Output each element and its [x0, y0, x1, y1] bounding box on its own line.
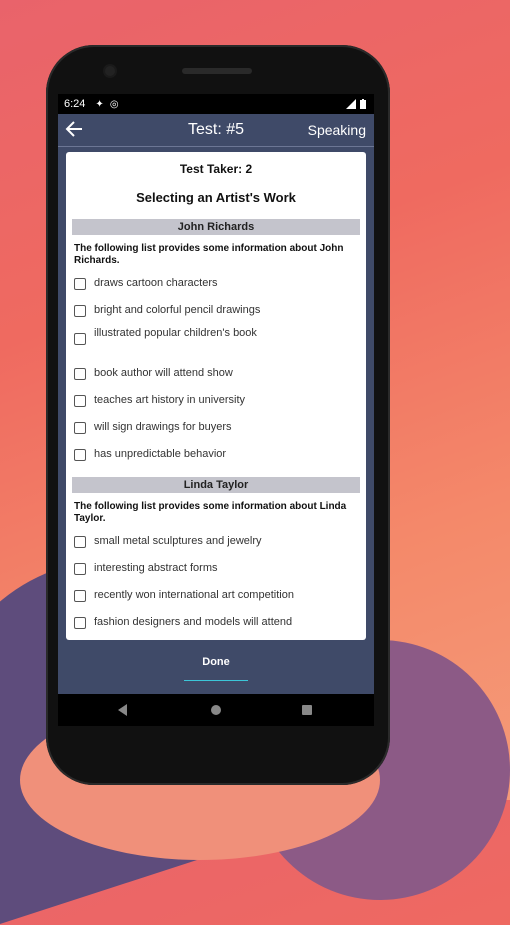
checkbox[interactable] — [74, 305, 86, 317]
checklist-item[interactable] — [74, 367, 358, 380]
signal-icon — [346, 99, 356, 109]
checkbox[interactable] — [74, 617, 86, 629]
section-intro: The following list provides some information about Linda Taylor. — [74, 501, 347, 524]
checklist-item-label: recently won international art competition — [94, 589, 294, 601]
checkbox[interactable] — [74, 395, 86, 407]
checklist-item[interactable] — [74, 448, 358, 461]
nav-recents-icon[interactable] — [302, 705, 312, 715]
checklist-item[interactable] — [74, 589, 358, 602]
checklist-item[interactable] — [74, 327, 358, 345]
nav-back-icon[interactable] — [118, 704, 127, 716]
checklist-item[interactable] — [74, 562, 358, 575]
notification-icons — [95, 99, 118, 110]
battery-icon — [360, 99, 366, 109]
checklist-item-label: will sign drawings for buyers — [94, 421, 232, 433]
checkbox[interactable] — [74, 368, 86, 380]
checklist-item[interactable] — [74, 535, 358, 548]
done-button[interactable]: Done — [184, 650, 248, 681]
mode-label: Speaking — [307, 122, 366, 138]
section-intro: The following list provides some information about John Richards. — [74, 243, 344, 266]
system-nav-bar — [58, 694, 374, 726]
checklist-item[interactable] — [74, 616, 358, 629]
checkbox[interactable] — [74, 449, 86, 461]
app-screen — [58, 94, 374, 694]
checklist-item-label: bright and colorful pencil drawings — [94, 304, 261, 316]
checklist-item-label: book author will attend show — [94, 367, 233, 379]
checklist-item[interactable] — [74, 394, 358, 407]
checkbox[interactable] — [74, 333, 86, 345]
checklist-item-label: small metal sculptures and jewelry — [94, 535, 262, 547]
checklist-item-label: fashion designers and models will attend — [94, 616, 293, 628]
checkbox[interactable] — [74, 590, 86, 602]
settings-notification-icon: ✦ — [95, 98, 104, 110]
app-bar — [58, 114, 374, 147]
checklist-item[interactable] — [74, 277, 358, 290]
test-taker-label: Test Taker: 2 — [179, 162, 253, 176]
checkbox[interactable] — [74, 422, 86, 434]
test-title: Selecting an Artist's Work — [136, 190, 296, 205]
speaker-grille — [182, 68, 252, 74]
sync-notification-icon: ◎ — [109, 98, 119, 110]
checklist-item-label: interesting abstract forms — [94, 562, 218, 574]
checkbox[interactable] — [74, 536, 86, 548]
checklist-item-label: illustrated popular children's book — [94, 327, 257, 339]
checklist-item[interactable] — [74, 421, 358, 434]
system-icons — [346, 99, 366, 109]
checklist-item-label: teaches art history in university — [94, 394, 246, 406]
checklist-item-label: has unpredictable behavior — [94, 448, 227, 460]
bottom-bar — [58, 640, 374, 694]
section-header: Linda Taylor — [72, 477, 360, 493]
checklist-item-label: draws cartoon characters — [94, 277, 218, 289]
test-card — [66, 152, 366, 640]
nav-home-icon[interactable] — [211, 705, 221, 715]
checklist-item[interactable] — [74, 304, 358, 317]
checkbox[interactable] — [74, 278, 86, 290]
status-time: 6:24 — [64, 98, 86, 110]
page-title: Test: #5 — [187, 121, 245, 138]
camera-icon — [105, 66, 115, 76]
checkbox[interactable] — [74, 563, 86, 575]
status-bar — [58, 94, 374, 114]
section-header: John Richards — [72, 219, 360, 235]
